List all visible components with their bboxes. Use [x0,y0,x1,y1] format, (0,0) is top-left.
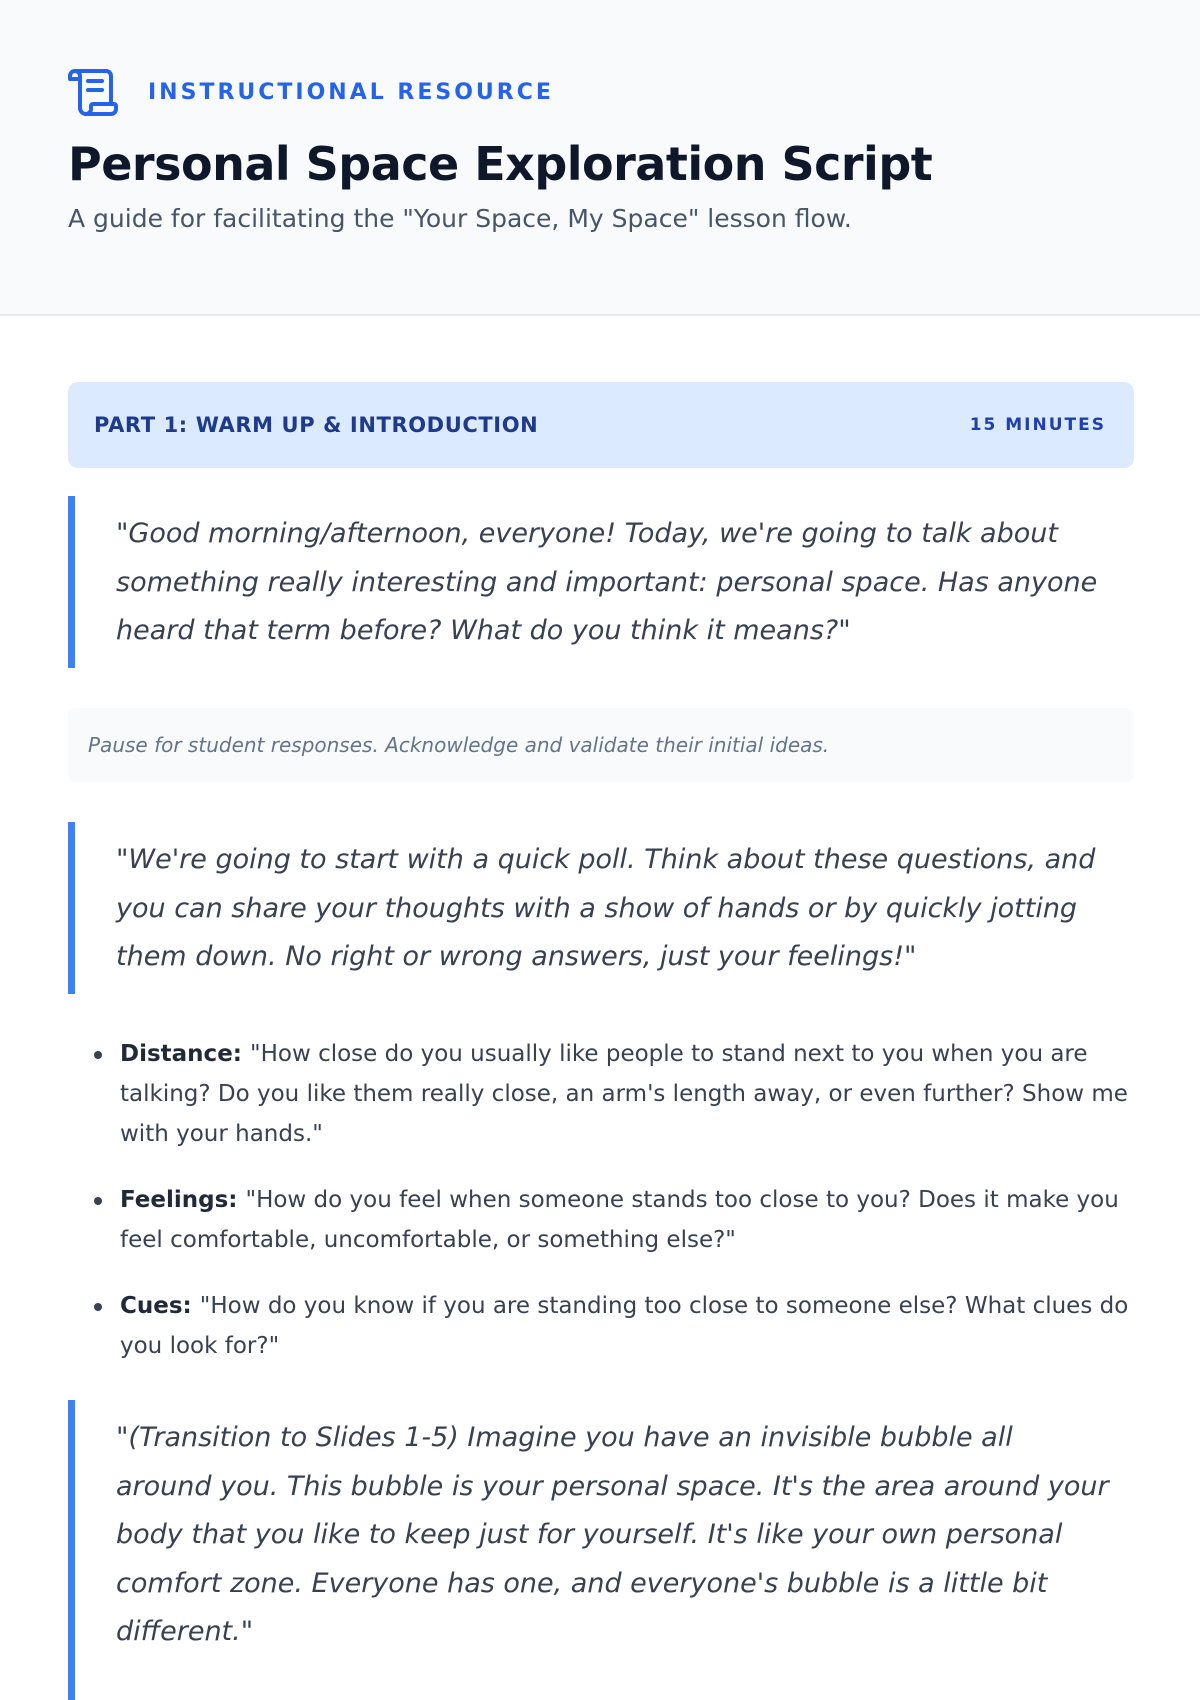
page-header [0,0,1200,316]
script-quote: "Good morning/afternoon, everyone! Today, we're going to talk about something really interesting and important: personal space. Has anyone heard that term before? What do you think it means?" [68,496,1134,668]
poll-question: "How do you feel when someone stands too close to you? Does it make you feel comfortable, uncomfortable, or something else?" [120,1187,1119,1253]
poll-term: Cues: [120,1293,200,1319]
poll-term: Feelings: [120,1187,246,1213]
script-quote: "(Transition to Slides 1-5) Imagine you have an invisible bubble all around you. This bubble is your personal space. It's the area around your body that you like to keep just for yourself. It's like your own personal comfort zone. Everyone has one, and everyone's bubble is a little bit different." [68,1400,1134,1700]
bullet [94,1197,102,1205]
part-duration: 15 MINUTES [969,415,1106,435]
poll-term: Distance: [120,1041,250,1067]
eyebrow-label: INSTRUCTIONAL RESOURCE [148,79,554,105]
script-quote: "We're going to start with a quick poll. Think about these questions, and you can share your thoughts with a show of hands or by quickly jotting them down. No right or wrong answers, just your feelings!" [68,822,1134,994]
poll-question: "How do you know if you are standing too close to someone else? What clues do you look for?" [120,1293,1129,1359]
page-subtitle: A guide for facilitating the "Your Space, My Space" lesson flow. [68,204,852,233]
part-banner [68,382,1134,468]
poll-question: "How close do you usually like people to stand next to you when you are talking? Do you like them really close, an arm's length away, or even further? Show me with your hands." [120,1041,1128,1147]
eyebrow [68,68,1132,116]
list-item [94,1286,1134,1366]
bullet [94,1051,102,1059]
part-1-section [68,382,1134,1700]
part-title: PART 1: WARM UP & INTRODUCTION [94,413,539,437]
page-title: Personal Space Exploration Script [68,137,933,191]
list-item [94,1180,1134,1260]
bullet [94,1303,102,1311]
list-item [94,1034,1134,1154]
script-content [0,316,1200,1700]
facilitator-note: Pause for student responses. Acknowledge and validate their initial ideas. [68,708,1134,782]
poll-questions-list [68,1034,1134,1366]
scroll-icon [68,68,118,116]
